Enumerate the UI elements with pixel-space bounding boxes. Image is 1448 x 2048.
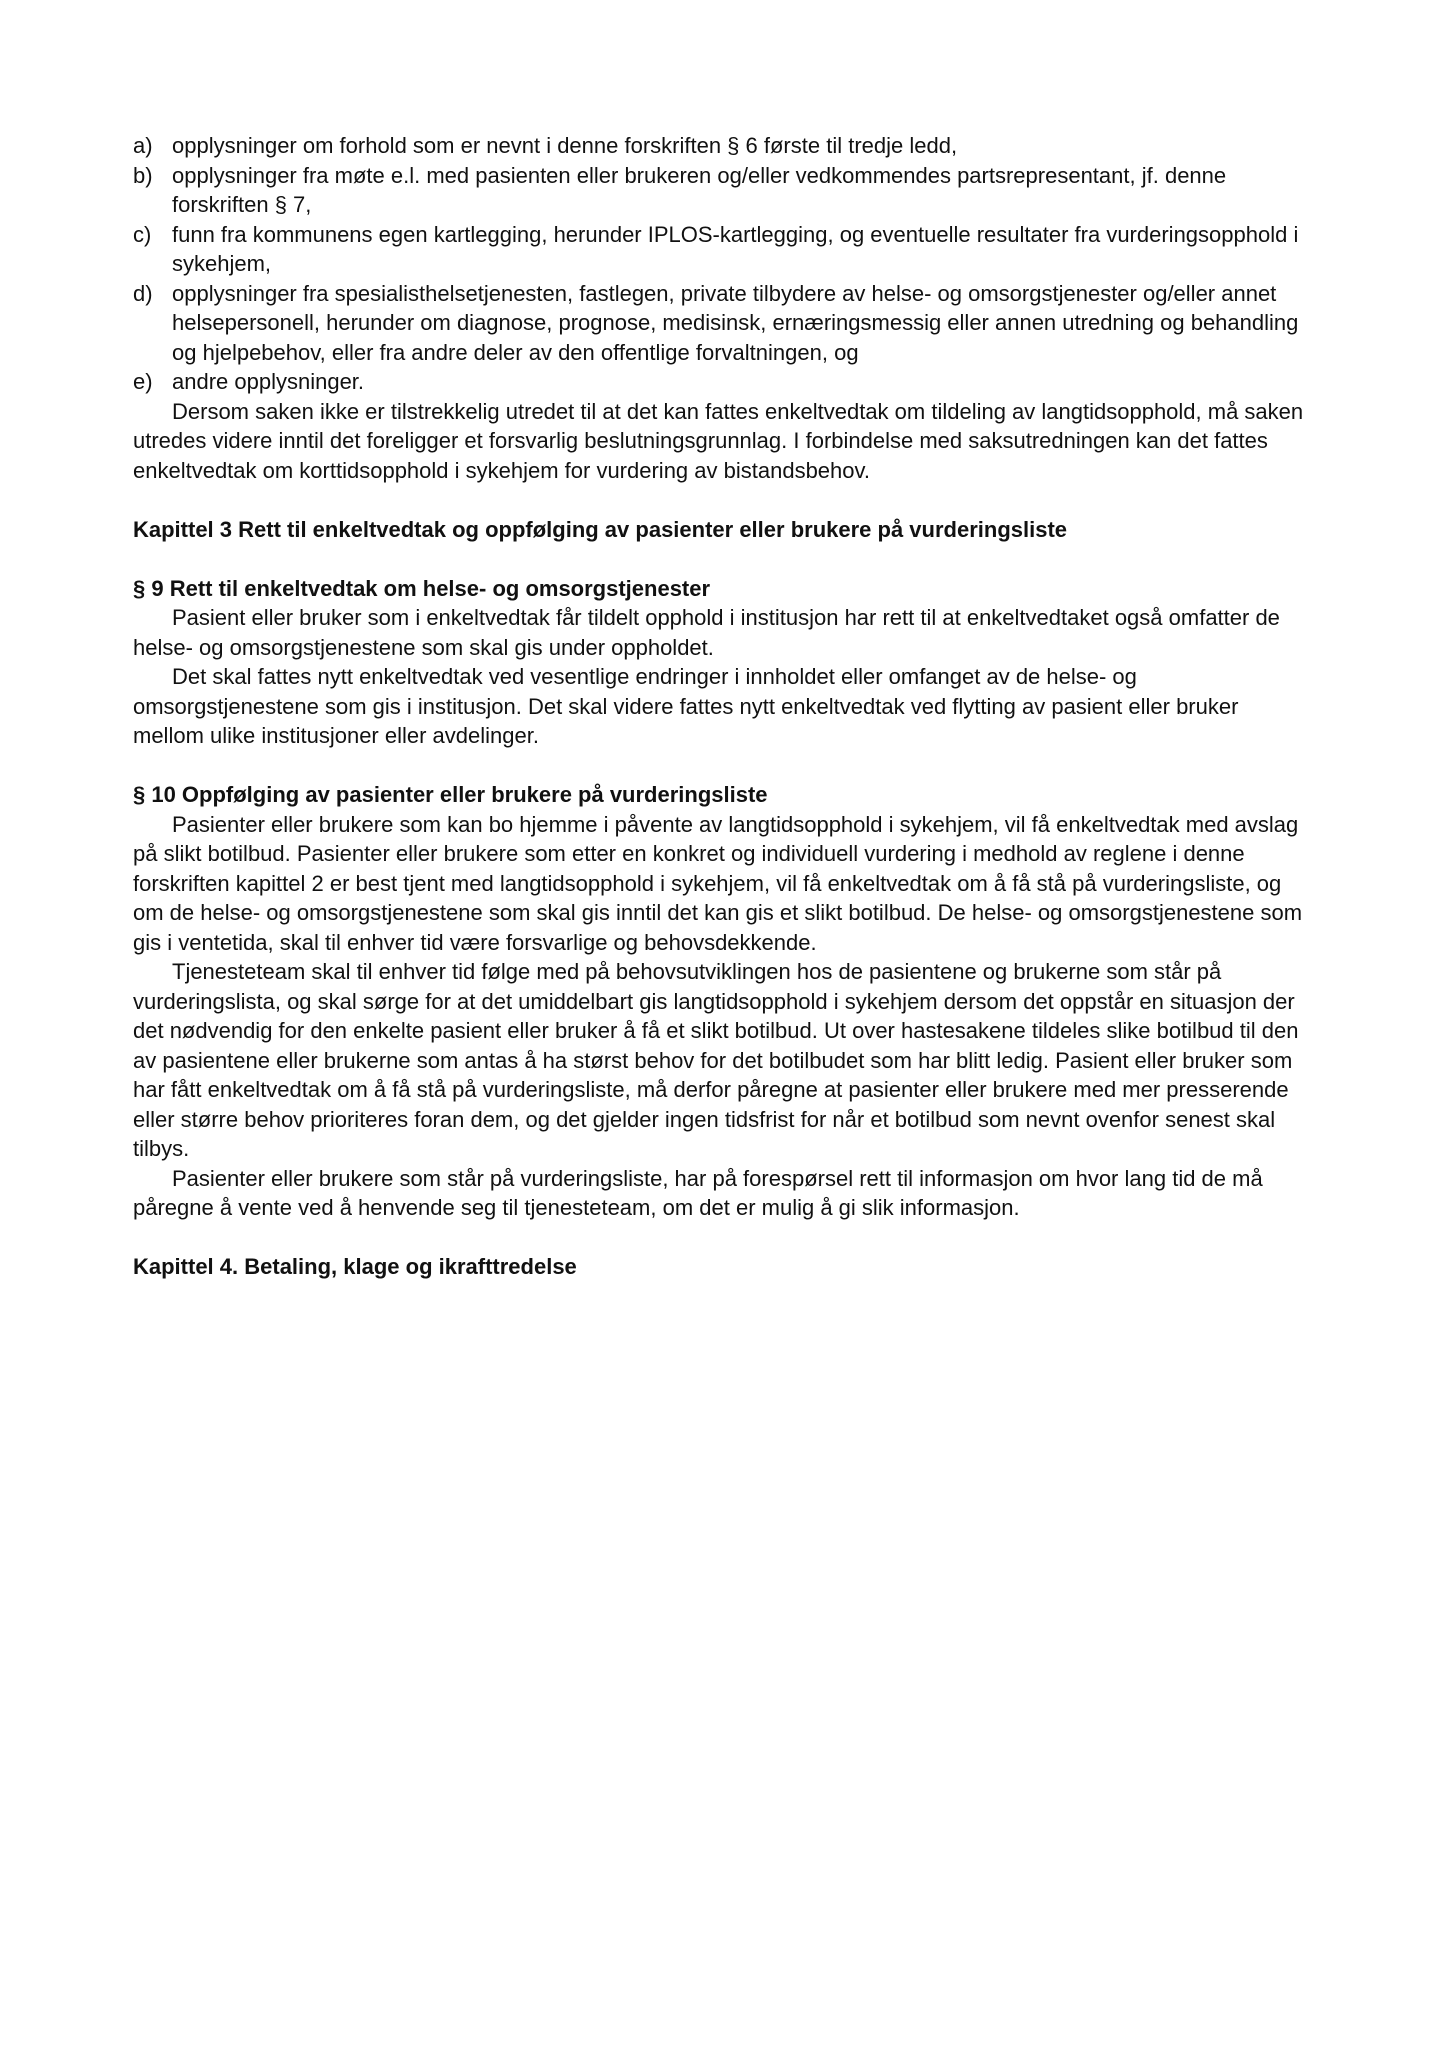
list-marker: d)	[133, 280, 153, 306]
list-item-text: andre opplysninger.	[172, 369, 365, 394]
paragraph: Det skal fattes nytt enkeltvedtak ved vesentlige endringer i innholdet eller omfanget av de helse- og omsorgstjenestene som gis i institusjon. Det skal videre fattes nytt enkeltvedtak ved flytting av pasient eller bruker mellom ulike institusjoner eller avdelinger.	[133, 664, 1239, 748]
document-body	[133, 131, 1315, 1282]
list-item-text: opplysninger om forhold som er nevnt i denne forskriften § 6 første til tredje ledd,	[172, 133, 958, 158]
list-item-text: opplysninger fra spesialisthelsetjenesten, fastlegen, private tilbydere av helse- og omsorgstjenester og/eller annet helsepersonell, herunder om diagnose, prognose, medisinsk, ernæringsmessig eller annen utredning og behandling og hjelpebehov, eller fra andre deler av den offentlige forvaltningen, og	[172, 280, 1299, 365]
heading: Kapittel 4. Betaling, klage og ikrafttredelse	[133, 1254, 577, 1279]
heading: § 10 Oppfølging av pasienter eller brukere på vurderingsliste	[133, 782, 768, 807]
list-marker: e)	[133, 369, 153, 394]
heading: Kapittel 3 Rett til enkeltvedtak og oppfølging av pasienter eller brukere på vurderingsliste	[133, 516, 1068, 542]
list-item-text: funn fra kommunens egen kartlegging, herunder IPLOS-kartlegging, og eventuelle resultater fra vurderingsopphold i sykehjem,	[172, 221, 1299, 276]
paragraph: Pasienter eller brukere som står på vurderingsliste, har på forespørsel rett til informasjon om hvor lang tid de må påregne å vente ved å henvende seg til tjenesteteam, om det er mulig å gi slik informasjon.	[133, 1165, 1263, 1220]
list-item	[133, 161, 1315, 220]
heading: § 9 Rett til enkeltvedtak om helse- og omsorgstjenester	[133, 575, 711, 601]
list-item	[133, 279, 1315, 368]
list-item	[133, 367, 1315, 397]
list-item	[133, 220, 1315, 279]
list-item-text: opplysninger fra møte e.l. med pasienten eller brukeren og/eller vedkommendes partsrepresentant, jf. denne forskriften § 7,	[172, 162, 1227, 217]
list-marker: a)	[133, 133, 153, 158]
paragraph: Pasient eller bruker som i enkeltvedtak får tildelt opphold i institusjon har rett til at enkeltvedtaket også omfatter de helse- og omsorgstjenestene som skal gis under oppholdet.	[133, 605, 1280, 660]
list-marker: c)	[133, 221, 152, 247]
paragraph: Dersom saken ikke er tilstrekkelig utredet til at det kan fattes enkeltvedtak om tildeling av langtidsopphold, må saken utredes videre inntil det foreligger et forsvarlig beslutningsgrunnlag. I forbindelse med saksutredningen kan det fattes enkeltvedtak om korttidsopphold i sykehjem for vurdering av bistandsbehov.	[133, 398, 1304, 483]
paragraph: Tjenesteteam skal til enhver tid følge med på behovsutviklingen hos de pasientene og brukerne som står på vurderingslista, og skal sørge for at det umiddelbart gis langtidsopphold i sykehjem dersom det oppstår en situasjon der det nødvendig for den enkelte pasient eller bruker å få et slikt botilbud. Ut over hastesakene tildeles slike botilbud til den av pasientene eller brukerne som antas å ha størst behov for det botilbudet som har blitt ledig. Pasient eller bruker som har fått enkeltvedtak om å få stå på vurderingsliste, må derfor påregne at pasienter eller brukere med mer presserende eller større behov prioriteres foran dem, og det gjelder ingen tidsfrist for når et botilbud som nevnt ovenfor senest skal tilbys.	[133, 959, 1299, 1161]
list-marker: b)	[133, 162, 153, 188]
paragraph: Pasienter eller brukere som kan bo hjemme i påvente av langtidsopphold i sykehjem, vil få enkeltvedtak med avslag på slikt botilbud. Pasienter eller brukere som etter en konkret og individuell vurdering i medhold av reglene i denne forskriften kapittel 2 er best tjent med langtidsopphold i sykehjem, vil få enkeltvedtak om å få stå på vurderingsliste, og om de helse- og omsorgstjenestene som skal gis inntil det kan gis et slikt botilbud. De helse- og omsorgstjenestene som gis i ventetida, skal til enhver tid være forsvarlige og behovsdekkende.	[133, 811, 1303, 955]
list-item	[133, 131, 1315, 161]
